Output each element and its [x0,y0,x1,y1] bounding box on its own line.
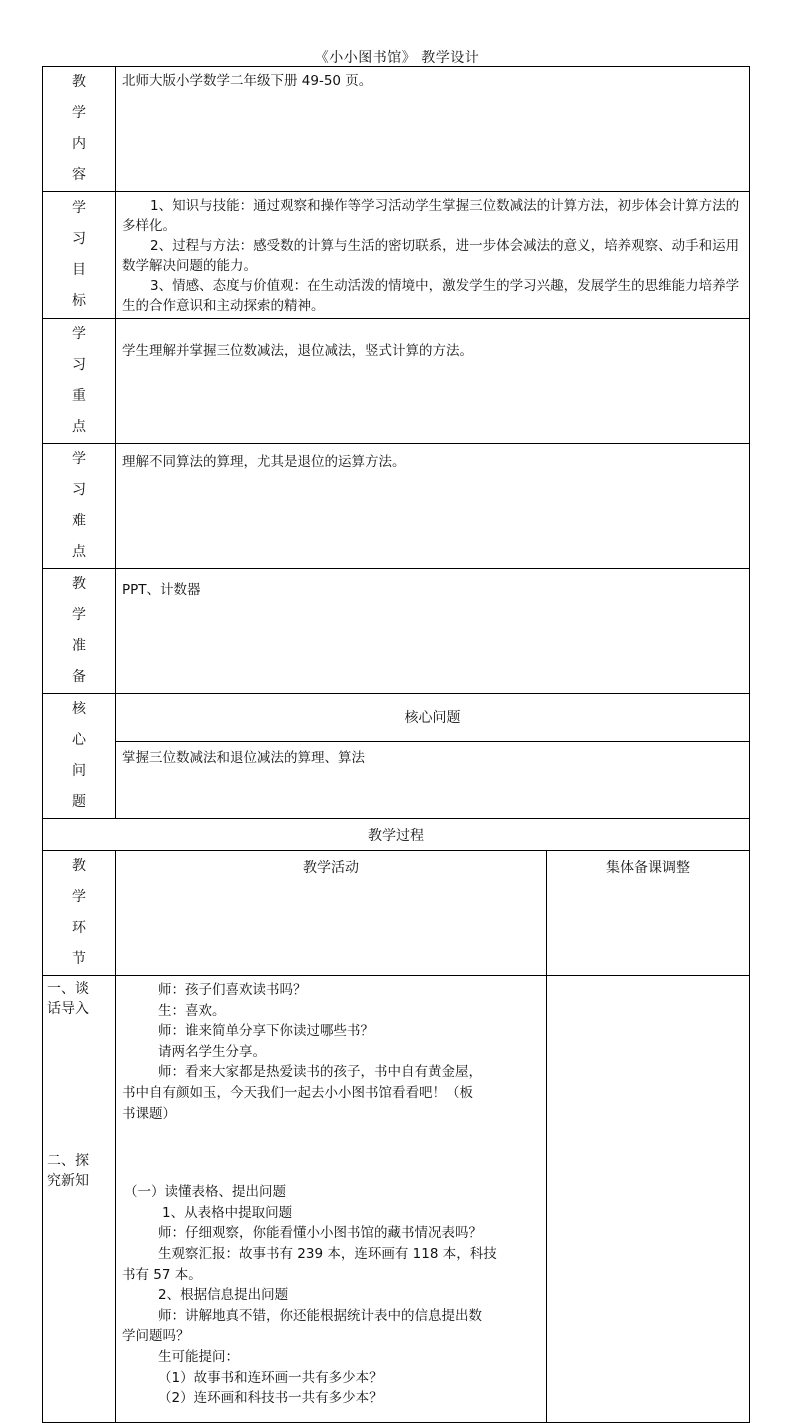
goal-item: 2、过程与方法：感受数的计算与生活的密切联系，进一步体会减法的意义，培养观察、动手和运用数学解决问题的能力。 [122,238,740,274]
header-activity: 教学活动 [116,851,547,976]
label-key-points: 学 习 重 点 [43,319,116,444]
goal-item: 1、知识与技能：通过观察和操作等学习活动学生掌握三位数减法的计算方法，初步体会计算方法的多样化。 [122,198,740,234]
activity-line: 书中自有颜如玉，今天我们一起去小小图书馆看看吧！（板 [122,1084,473,1101]
activity-line: 师：仔细观察，你能看懂小小图书馆的藏书情况表吗？ [158,1225,482,1242]
activity-column [116,976,547,1423]
step-2-line1: 二、探 [47,1153,89,1169]
activity-line: （2）连环画和科技书一共有多少本？ [158,1390,383,1407]
activity-line: 生观察汇报：故事书有 239 本，连环画有 118 本，科技 [158,1245,497,1262]
label-core: 核 心 问 题 [43,694,116,819]
label-content: 教 学 内 容 [43,67,116,192]
step-column [43,976,116,1423]
row-difficulties [43,444,750,569]
row-process-body [43,976,750,1423]
content-text: 北师大版小学数学二年级下册 49-50 页。 [116,67,750,192]
activity-line: 师：孩子们喜欢读书吗？ [158,982,307,998]
activity-line: 1、从表格中提取问题 [162,1204,293,1221]
row-key-points [43,319,750,444]
row-content [43,67,750,192]
goals-text [116,192,750,319]
row-core-header [43,694,750,742]
step-2-line2: 究新知 [47,1173,89,1189]
activity-line: 师：谁来简单分享下你读过哪些书？ [158,1023,374,1040]
activity-line: 学问题吗？ [122,1328,190,1345]
core-header: 核心问题 [116,694,750,742]
row-core-text [43,741,750,818]
key-points-text: 学生理解并掌握三位数减法，退位减法，竖式计算的方法。 [116,319,750,444]
activity-line: 书课题） [122,1105,176,1122]
header-adjust: 集体备课调整 [547,851,750,976]
row-process-title [43,819,750,851]
adjust-column [547,976,750,1423]
difficulties-text: 理解不同算法的算理，尤其是退位的运算方法。 [116,444,750,569]
activity-line: 2、根据信息提出问题 [158,1287,289,1304]
prep-text: PPT、计数器 [116,569,750,694]
activity-line: 生：喜欢。 [158,1002,226,1019]
row-process-header [43,851,750,976]
label-step: 教 学 环 节 [43,851,116,976]
activity-line: （1）故事书和连环画一共有多少本？ [158,1369,383,1386]
document-title: 《小小图书馆》 教学设计 [314,50,480,66]
core-text: 掌握三位数减法和退位减法的算理、算法 [116,741,750,818]
activity-line: 师：讲解地真不错，你还能根据统计表中的信息提出数 [158,1307,482,1324]
row-prep [43,569,750,694]
label-goals: 学 习 目 标 [43,192,116,319]
label-difficulties: 学 习 难 点 [43,444,116,569]
activity-line: 生可能提问： [158,1348,239,1365]
step-1-line2: 话导入 [47,1001,89,1017]
activity-line: 书有 57 本。 [122,1266,202,1283]
activity-line: 请两名学生分享。 [158,1043,266,1060]
process-title: 教学过程 [43,819,750,851]
row-goals [43,192,750,319]
lesson-plan-table [42,66,750,1423]
goal-item: 3、情感、态度与价值观：在生动活泼的情境中，激发学生的学习兴趣，发展学生的思维能力培养学生的合作意识和主动探索的精神。 [122,278,740,314]
step-1-line1: 一、谈 [47,981,89,997]
label-prep: 教 学 准 备 [43,569,116,694]
activity-line: 师：看来大家都是热爱读书的孩子，书中自有黄金屋， [158,1064,482,1081]
activity-line: （一）读懂表格、提出问题 [124,1184,286,1201]
